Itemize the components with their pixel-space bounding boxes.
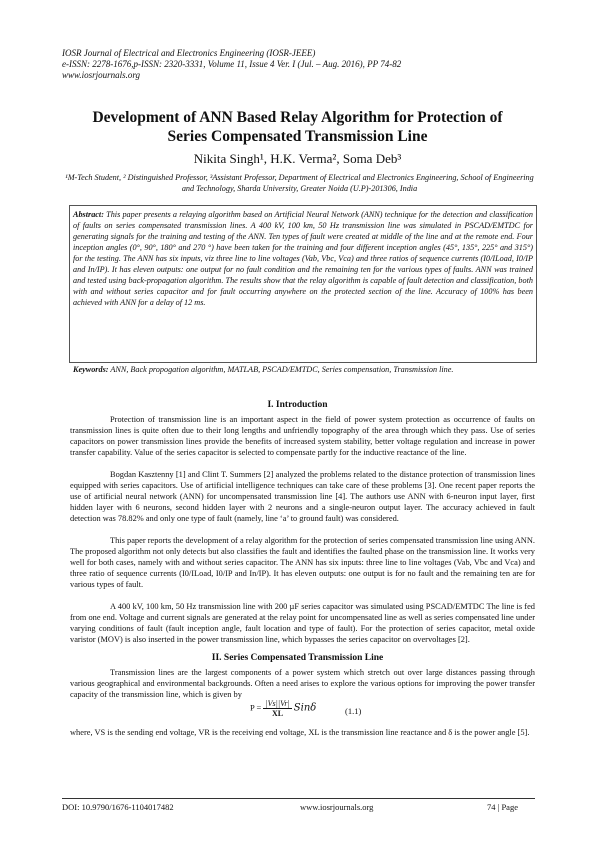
- intro-paragraph-1: Protection of transmission line is an important aspect in the field of power system protection as occurrence of faults on transmission lines is quite often due to their long lengths and unfriendly topography of the area through which they pass. Use of series capacitors on power transmission lines provide the benefits of increased system stability, better voltage regulation and increase in power transfer capability. Value of the series capacitor is selected to compensate partly for the inductive reactance of the line.: [70, 415, 535, 457]
- section-2-heading: II. Series Compensated Transmission Line: [211, 653, 384, 663]
- title-line-1: Development of ANN Based Relay Algorithm for Protection of: [92, 109, 503, 126]
- power-equation: [250, 699, 316, 718]
- issn-line: e-ISSN: 2278-1676,p-ISSN: 2320-3331, Volume 11, Issue 4 Ver. I (Jul. – Aug. 2016), PP 74-82: [62, 59, 402, 69]
- equation-fraction: [263, 699, 291, 718]
- section-2-paragraph-1: Transmission lines are the largest components of a power system which stretch out over large distances passing through various geographical and environmental backgrounds. Often a need arises to explore the various options for improving the power transfer capacity of the transmission line, which is given by: [70, 668, 535, 699]
- equation-denominator: XL: [272, 709, 284, 718]
- keywords-label: Keywords:: [73, 365, 109, 374]
- equation-lhs: P =: [250, 702, 262, 713]
- equation-numerator: |Vs||Vr|: [265, 699, 290, 708]
- intro-paragraph-2: Bogdan Kasztenny [1] and Clint T. Summers [2] analyzed the problems related to the distance protection of transmission lines equipped with series capacitors. Use of artificial intelligence techniques can take care of these problems [3]. One recent paper reports the use of artificial neural network (ANN) for uncompensated transmission line [4]. The authors use ANN with 6-neuron input layer, first hidden layer with 6 neurons, second hidden layer with 2 neurons and a single-neuron output layer. The accuracy achieved in fault detection was 78.82% and only one type of fault (namely, line ‘a’ to ground fault) was considered.: [70, 470, 535, 523]
- affiliation: ¹M-Tech Student, ² Distinguished Professor, ³Assistant Professor, Department of Electrical and Electronics Engineering, School of Engineering and Technology, Sharda University, Greater Noida (U.P)-201306, India: [65, 173, 534, 193]
- page-number: 74 | Page: [487, 802, 518, 812]
- title-line-2: Series Compensated Transmission Line: [167, 128, 428, 145]
- abstract-label: Abstract:: [73, 210, 104, 219]
- abstract-text: This paper presents a relaying algorithm based on Artificial Neural Network (ANN) technique for the detection and classification of faults on series compensated transmission lines. A 400 kV, 100 km, 50 Hz transmission line was simulated in PSCAD/EMTDC for generating signals for the training and testing of the ANN. Ten types of fault were created at middle of the line and at the remote end. Four inception angles (0°, 90°, 180° and 270 °) have been taken for the training and four different inception angles (45°, 135°, 225° and 315°) for the testing. The ANN has six inputs, viz three line to line voltages (Vab, Vbc, Vca) and three ratios of sequence currents (I0/ILoad, I0/IP and In/IP). It has eleven outputs: one output for no fault condition and the remaining ten for the various types of faults. ANN was trained and tested using back-propagation algorithm. The results show that the relay algorithm is capable of fault detection and classification, both with and without series capacitor and for fault occurring anywhere on the protected section of the line. Accuracy of 100% has been achieved with ANN for a delay of 12 ms.: [73, 210, 533, 307]
- paper-title: [40, 108, 555, 146]
- footer-doi: DOI: 10.9790/1676-1104017482: [62, 802, 174, 812]
- equation-number: (1.1): [345, 706, 362, 716]
- equation-rhs: Sinδ: [293, 702, 317, 714]
- intro-paragraph-4: A 400 kV, 100 km, 50 Hz transmission line with 200 µF series capacitor was simulated using PSCAD/EMTDC The line is fed from one end. Voltage and current signals are generated at the relay point for uncompensated line as well as series compensated line under varying conditions of fault (fault inception angle, fault location and type of fault). For the protection of series capacitor, metal oxide varistor (MOV) is also inserted in the power transmission line, which bypasses the series capacitor on overvoltages [2].: [70, 602, 535, 644]
- section-2-paragraph-2: where, VS is the sending end voltage, VR is the receiving end voltage, XL is the transmission line reactance and δ is the power angle [5].: [70, 728, 530, 737]
- keywords: [73, 364, 533, 375]
- keywords-text: ANN, Back propogation algorithm, MATLAB, PSCAD/EMTDC, Series compensation, Transmission line.: [110, 365, 454, 374]
- footer-website: www.iosrjournals.org: [300, 802, 374, 812]
- footer-rule: [62, 798, 535, 799]
- section-1-heading: I. Introduction: [267, 400, 328, 410]
- journal-website: www.iosrjournals.org: [62, 70, 141, 80]
- journal-name: IOSR Journal of Electrical and Electronics Engineering (IOSR-JEEE): [62, 48, 316, 58]
- abstract: [73, 209, 533, 308]
- authors: Nikita Singh¹, H.K. Verma², Soma Deb³: [193, 151, 402, 166]
- intro-paragraph-3: This paper reports the development of a relay algorithm for the protection of series compensated transmission line using ANN. The proposed algorithm not only detects but also classifies the fault and identifies the faulted phase on the transmission line. It works very well for both cases, namely with and without series capacitor. The ANN has six inputs: three line to line voltages (Vab, Vbc and Vca) and three ratio of sequence currents (I0/ILoad, I0/IP and In/IP). It has eleven outputs: one output is for no fault and the remaining ten are for various types of fault.: [70, 536, 535, 589]
